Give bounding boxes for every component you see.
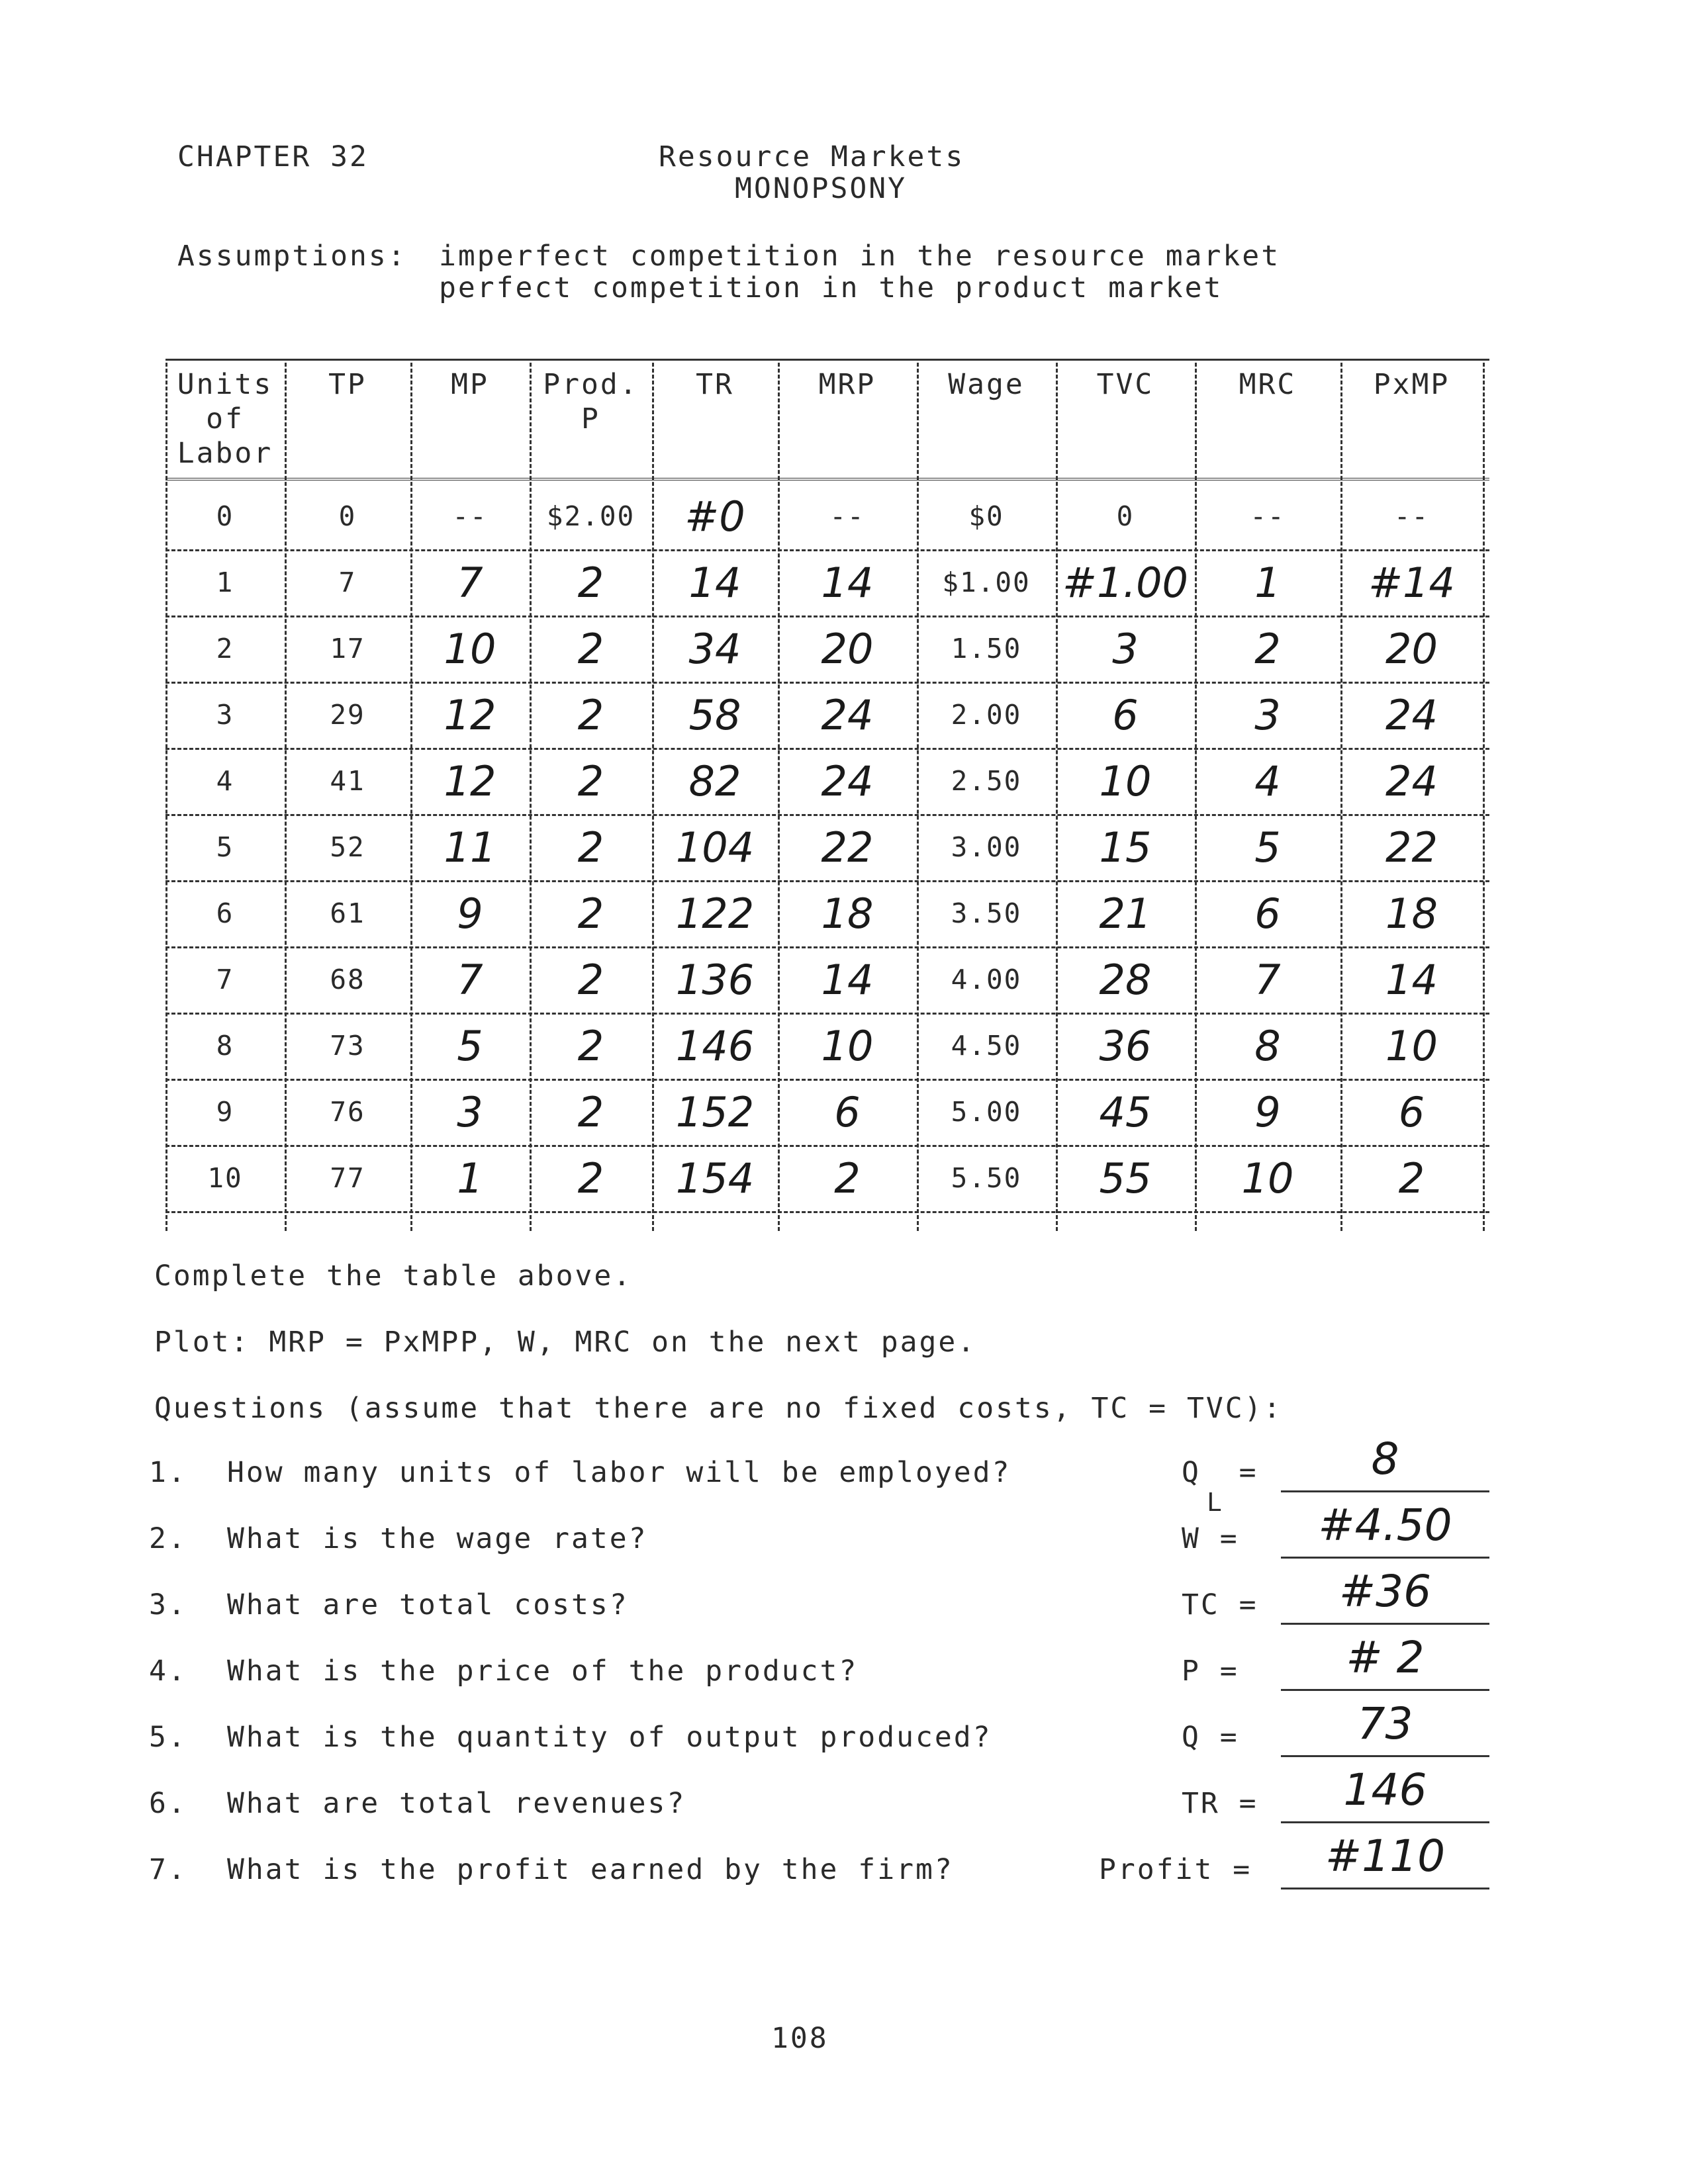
cell-wage: 2.00 [951, 699, 1022, 731]
instruction-plot: Plot: MRP = PxMPP, W, MRC on the next page. [154, 1326, 977, 1359]
column-divider [1195, 363, 1197, 1231]
cell-tr: 14 [688, 558, 741, 607]
cell-units: 4 [216, 765, 234, 797]
cell-mp: 1 [457, 1154, 483, 1203]
cell-pxmp: 22 [1385, 823, 1438, 872]
answer-label: Profit = [1099, 1853, 1252, 1886]
question-text: What is the quantity of output produced? [227, 1721, 992, 1754]
cell-mrp: 14 [821, 558, 874, 607]
answer-value: 8 [1371, 1433, 1399, 1484]
cell-tr: 154 [675, 1154, 755, 1203]
question-number: 7. [149, 1853, 187, 1886]
answer-label: TR = [1182, 1787, 1258, 1820]
column-divider [410, 363, 412, 1231]
cell-price: 2 [577, 1154, 604, 1203]
column-divider [1056, 363, 1058, 1231]
cell-units: 9 [216, 1096, 234, 1128]
cell-mrc: 1 [1254, 558, 1281, 607]
cell-mrc: 2 [1254, 624, 1281, 673]
cell-tp: 41 [330, 765, 365, 797]
cell-mrp: 18 [821, 889, 874, 938]
column-divider [530, 363, 532, 1231]
cell-tvc: 55 [1099, 1154, 1152, 1203]
column-divider [1340, 363, 1342, 1231]
answer-label: W = [1182, 1522, 1239, 1555]
question-number: 5. [149, 1721, 187, 1754]
cell-mp: 7 [457, 558, 483, 607]
column-header-mp: MP [451, 368, 489, 401]
cell-units: 1 [216, 567, 234, 598]
cell-tvc: 3 [1112, 624, 1139, 673]
cell-mp: 3 [457, 1087, 483, 1136]
cell-tp: 73 [330, 1030, 365, 1062]
instruction-complete: Complete the table above. [154, 1259, 633, 1293]
cell-price: 2 [577, 1021, 604, 1070]
cell-wage: 5.00 [951, 1096, 1022, 1128]
cell-pxmp: 18 [1385, 889, 1438, 938]
cell-units: 3 [216, 699, 234, 731]
column-divider [778, 363, 780, 1231]
cell-mrp: 24 [821, 690, 874, 739]
cell-pxmp: 10 [1385, 1021, 1438, 1070]
column-divider [1483, 363, 1485, 1231]
question-number: 6. [149, 1787, 187, 1820]
questions-intro: Questions (assume that there are no fixed costs, TC = TVC): [154, 1392, 1283, 1425]
cell-mrc: 3 [1254, 690, 1281, 739]
cell-mrp: 10 [821, 1021, 874, 1070]
cell-pxmp: #14 [1368, 558, 1455, 607]
answer-value: #36 [1338, 1566, 1432, 1617]
answer-value: # 2 [1346, 1632, 1425, 1683]
answer-label: Q = [1182, 1456, 1258, 1489]
cell-tr: 58 [688, 690, 741, 739]
cell-mrc: 5 [1254, 823, 1281, 872]
answer-line [1281, 1490, 1489, 1492]
assumption-line-2: perfect competition in the product market [439, 271, 1223, 304]
header-separator [165, 478, 1489, 480]
cell-mp: 9 [457, 889, 483, 938]
cell-wage: $1.00 [942, 567, 1031, 598]
cell-wage: 5.50 [951, 1162, 1022, 1194]
answer-label: Q = [1182, 1721, 1239, 1754]
assumption-line-1: imperfect competition in the resource market [439, 240, 1281, 273]
cell-wage: 2.50 [951, 765, 1022, 797]
cell-tvc: 28 [1099, 955, 1152, 1004]
answer-value: 73 [1357, 1698, 1413, 1749]
cell-wage: 3.00 [951, 831, 1022, 863]
answer-value: #110 [1325, 1831, 1446, 1882]
cell-mrc: 10 [1241, 1154, 1294, 1203]
cell-mrc: 9 [1254, 1087, 1281, 1136]
cell-tr: 104 [675, 823, 755, 872]
cell-mp: 11 [444, 823, 496, 872]
cell-tr: 152 [675, 1087, 755, 1136]
cell-mp: -- [452, 500, 488, 532]
cell-units: 5 [216, 831, 234, 863]
answer-value: 146 [1343, 1764, 1427, 1815]
column-header-units: Units of Labor [177, 368, 273, 470]
cell-tr: 146 [675, 1021, 755, 1070]
cell-tp: 61 [330, 897, 365, 929]
question-text: What is the wage rate? [227, 1522, 648, 1555]
cell-mrc: 8 [1254, 1021, 1281, 1070]
monopsony-table [165, 351, 1489, 1231]
cell-tvc: 21 [1099, 889, 1152, 938]
cell-pxmp: -- [1393, 500, 1430, 532]
cell-tp: 7 [338, 567, 357, 598]
column-header-price: Prod. P [543, 368, 639, 435]
cell-wage: 4.00 [951, 964, 1022, 995]
answer-line [1281, 1623, 1489, 1625]
answer-line [1281, 1755, 1489, 1757]
cell-tp: 0 [338, 500, 357, 532]
chapter-label: CHAPTER 32 [177, 140, 369, 173]
cell-tvc: 10 [1099, 756, 1152, 805]
cell-units: 10 [207, 1162, 243, 1194]
column-header-wage: Wage [948, 368, 1025, 401]
cell-mrp: 24 [821, 756, 874, 805]
column-header-tp: TP [328, 368, 367, 401]
cell-tvc: 6 [1112, 690, 1139, 739]
cell-price: 2 [577, 1087, 604, 1136]
cell-tvc: 15 [1099, 823, 1152, 872]
answer-line [1281, 1557, 1489, 1559]
cell-mrp: 20 [821, 624, 874, 673]
question-text: How many units of labor will be employed? [227, 1456, 1011, 1489]
column-header-tr: TR [696, 368, 734, 401]
cell-wage: 3.50 [951, 897, 1022, 929]
cell-tr: 82 [688, 756, 741, 805]
cell-mrc: 4 [1254, 756, 1281, 805]
answer-label-subscript: L [1207, 1488, 1224, 1517]
question-text: What is the profit earned by the firm? [227, 1853, 954, 1886]
assumptions-label: Assumptions: [177, 240, 407, 273]
cell-price: 2 [577, 889, 604, 938]
question-number: 1. [149, 1456, 187, 1489]
cell-pxmp: 24 [1385, 690, 1438, 739]
cell-mp: 7 [457, 955, 483, 1004]
cell-mrc: 6 [1254, 889, 1281, 938]
cell-units: 6 [216, 897, 234, 929]
answer-line [1281, 1888, 1489, 1889]
cell-tp: 17 [330, 633, 365, 664]
cell-tp: 29 [330, 699, 365, 731]
cell-tvc: 36 [1099, 1021, 1152, 1070]
column-header-mrc: MRC [1239, 368, 1297, 401]
cell-wage: 4.50 [951, 1030, 1022, 1062]
cell-mrc: 7 [1254, 955, 1281, 1004]
cell-price: 2 [577, 823, 604, 872]
cell-price: 2 [577, 756, 604, 805]
answer-line [1281, 1821, 1489, 1823]
cell-tvc: 45 [1099, 1087, 1152, 1136]
cell-wage: $0 [968, 500, 1004, 532]
cell-pxmp: 6 [1398, 1087, 1425, 1136]
page-title: Resource Markets [659, 140, 965, 173]
cell-tp: 68 [330, 964, 365, 995]
column-header-tvc: TVC [1096, 368, 1154, 401]
cell-mp: 5 [457, 1021, 483, 1070]
cell-price: 2 [577, 955, 604, 1004]
cell-pxmp: 2 [1398, 1154, 1425, 1203]
cell-mp: 12 [444, 756, 496, 805]
question-text: What are total revenues? [227, 1787, 686, 1820]
cell-units: 7 [216, 964, 234, 995]
cell-tvc: #1.00 [1062, 558, 1188, 607]
cell-mp: 10 [444, 624, 496, 673]
question-number: 3. [149, 1588, 187, 1621]
column-header-pxmp: PxMP [1373, 368, 1450, 401]
cell-mrp: 22 [821, 823, 874, 872]
cell-mrp: 6 [834, 1087, 861, 1136]
cell-mrp: 2 [834, 1154, 861, 1203]
cell-tvc: 0 [1116, 500, 1135, 532]
page-subtitle: MONOPSONY [735, 172, 907, 205]
column-divider [285, 363, 287, 1231]
cell-units: 8 [216, 1030, 234, 1062]
cell-tr: 136 [675, 955, 755, 1004]
table-top-rule [165, 359, 1489, 361]
cell-mrp: 14 [821, 955, 874, 1004]
column-divider [652, 363, 654, 1231]
cell-tr: 34 [688, 624, 741, 673]
question-text: What are total costs? [227, 1588, 629, 1621]
cell-tr: 122 [675, 889, 755, 938]
answer-value: #4.50 [1318, 1500, 1452, 1551]
cell-mrp: -- [829, 500, 865, 532]
row-divider [165, 1211, 1489, 1213]
answer-label: TC = [1182, 1588, 1258, 1621]
question-number: 4. [149, 1655, 187, 1688]
cell-price: 2 [577, 624, 604, 673]
answer-line [1281, 1689, 1489, 1691]
cell-mrc: -- [1250, 500, 1286, 532]
question-text: What is the price of the product? [227, 1655, 859, 1688]
column-divider [165, 363, 167, 1231]
cell-price: $2.00 [546, 500, 635, 532]
cell-price: 2 [577, 558, 604, 607]
answer-label: P = [1182, 1655, 1239, 1688]
cell-price: 2 [577, 690, 604, 739]
cell-tp: 77 [330, 1162, 365, 1194]
column-header-mrp: MRP [818, 368, 876, 401]
cell-tr: #0 [684, 492, 745, 541]
cell-units: 2 [216, 633, 234, 664]
cell-pxmp: 14 [1385, 955, 1438, 1004]
cell-pxmp: 20 [1385, 624, 1438, 673]
cell-mp: 12 [444, 690, 496, 739]
cell-tp: 76 [330, 1096, 365, 1128]
cell-pxmp: 24 [1385, 756, 1438, 805]
cell-wage: 1.50 [951, 633, 1022, 664]
cell-units: 0 [216, 500, 234, 532]
page-number: 108 [771, 2022, 829, 2055]
question-number: 2. [149, 1522, 187, 1555]
column-divider [917, 363, 919, 1231]
cell-tp: 52 [330, 831, 365, 863]
